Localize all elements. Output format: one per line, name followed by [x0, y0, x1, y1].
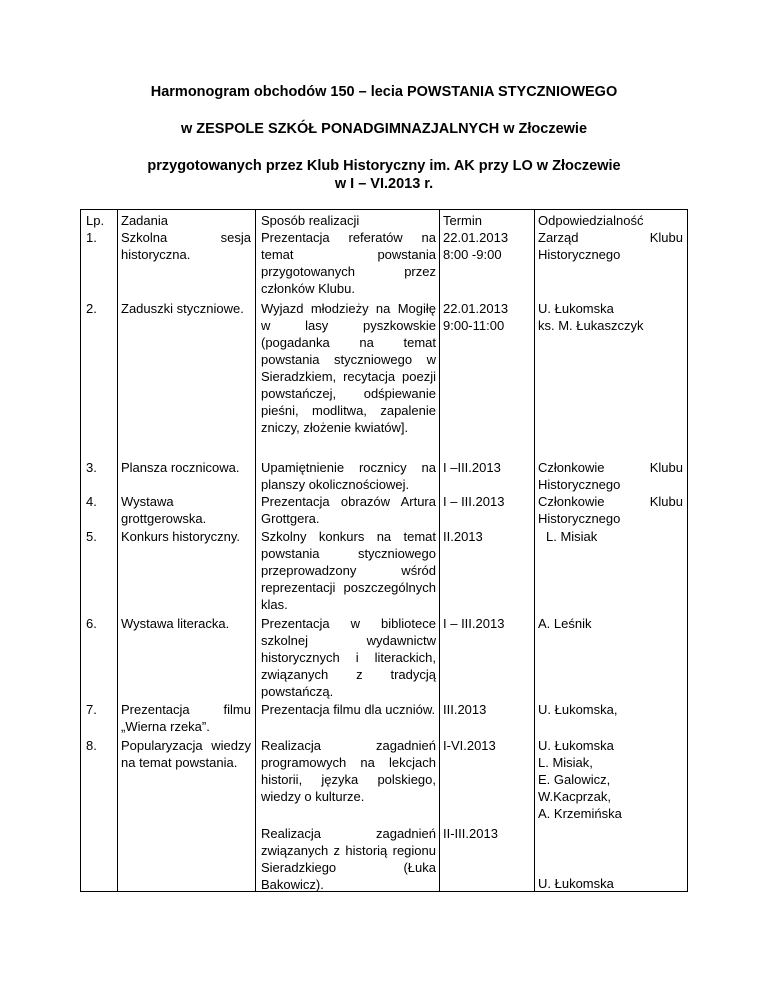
row-5-zadanie: Konkurs historyczny.	[121, 529, 240, 544]
row-1-lp: 1.	[86, 230, 97, 245]
row-5-odpowiedzialny: L. Misiak	[546, 529, 598, 544]
row-6-termin: I – III.2013	[443, 616, 505, 631]
row-4-lp: 4.	[86, 494, 97, 509]
header-termin: Termin	[443, 213, 483, 228]
row-1-odpowiedzialny: Zarząd Klubu Historycznego	[538, 230, 683, 262]
header-odpowiedzialnosc: Odpowiedzialność	[538, 213, 644, 228]
row-8-odpowiedzialny	[538, 737, 683, 822]
row-8-lp: 8.	[86, 738, 97, 753]
header-lp: Lp.	[86, 213, 105, 228]
row-3-sposob: Upamiętnienie rocznicy na planszy okolicznościowej.	[261, 460, 436, 492]
row-1-termin	[443, 229, 533, 263]
row-2-person-1: U. Łukomska	[538, 301, 614, 316]
document-title-line-4: w I – VI.2013 r.	[334, 176, 434, 192]
row-8-termin: I-VI.2013	[443, 738, 496, 753]
row-8-zadanie: Popularyzacja wiedzy na temat powstania.	[121, 738, 251, 770]
row-8-sposob: Realizacja zagadnień programowych na lekcjach historii, języka polskiego, wiedzy o kulturze.	[261, 738, 436, 804]
header-sposob: Sposób realizacji	[261, 213, 360, 228]
row-2-zadanie: Zaduszki styczniowe.	[121, 301, 244, 316]
row-6-zadanie: Wystawa literacka.	[121, 616, 230, 631]
row-3-termin: I –III.2013	[443, 460, 501, 475]
row-4-sposob: Prezentacja obrazów Artura Grottgera.	[261, 494, 436, 526]
row-8-person-3: E. Galowicz,	[538, 772, 611, 787]
row-9-termin: II-III.2013	[443, 826, 498, 841]
row-2-sposob: Wyjazd młodzieży na Mogiłę w lasy pyszkowskie (pogadanka na temat powstania styczniowego w Sieradzkiem, recytacja poezji powstańczej, odśpiewanie pieśni, modlitwa, zapalenie zniczy, złożenie kwiatów].	[261, 301, 436, 435]
column-divider	[534, 210, 535, 891]
row-4-zadanie: Wystawa grottgerowska.	[121, 494, 207, 526]
row-6-odpowiedzialny: A. Leśnik	[538, 616, 592, 631]
row-8-person-5: A. Krzemińska	[538, 806, 622, 821]
row-7-sposob: Prezentacja filmu dla uczniów.	[261, 702, 436, 717]
column-divider	[255, 210, 256, 891]
row-2-person-2: ks. M. Łukaszczyk	[538, 318, 644, 333]
header-zadania: Zadania	[121, 213, 168, 228]
row-7-lp: 7.	[86, 702, 97, 717]
row-2-lp: 2.	[86, 301, 97, 316]
row-7-odpowiedzialny: U. Łukomska,	[538, 702, 618, 717]
row-7-termin: III.2013	[443, 702, 487, 717]
row-7-zadanie: Prezentacja filmu „Wierna rzeka”.	[121, 702, 251, 734]
row-3-zadanie: Plansza rocznicowa.	[121, 460, 240, 475]
row-2-termin	[443, 300, 533, 334]
row-1-sposob: Prezentacja referatów na temat powstania przygotowanych przez członków Klubu.	[261, 230, 436, 296]
row-5-lp: 5.	[86, 529, 97, 544]
row-2-termin-time: 9:00-11:00	[443, 318, 505, 333]
column-divider	[117, 210, 118, 891]
row-2-termin-date: 22.01.2013	[443, 301, 509, 316]
row-9-sposob: Realizacja zagadnień związanych z historią regionu Sieradzkiego (Łuka Bakowicz).	[261, 826, 436, 892]
row-5-sposob: Szkolny konkurs na temat powstania styczniowego przeprowadzony wśród reprezentacji poszczególnych klas.	[261, 529, 436, 612]
row-1-termin-time: 8:00 -9:00	[443, 247, 502, 262]
row-3-lp: 3.	[86, 460, 97, 475]
row-1-termin-date: 22.01.2013	[443, 230, 509, 245]
row-1-zadanie: Szkolna sesja historyczna.	[121, 230, 251, 262]
row-8-person-1: U. Łukomska	[538, 738, 614, 753]
document-title-line-1: Harmonogram obchodów 150 – lecia POWSTANIA STYCZNIOWEGO	[150, 84, 618, 100]
document-title-line-3: przygotowanych przez Klub Historyczny im. AK przy LO w Złoczewie	[147, 158, 621, 174]
row-8-person-4: W.Kacprzak,	[538, 789, 611, 804]
row-6-lp: 6.	[86, 616, 97, 631]
row-4-odpowiedzialny: Członkowie Klubu Historycznego	[538, 494, 683, 526]
row-4-termin: I – III.2013	[443, 494, 505, 509]
row-9-odpowiedzialny: U. Łukomska	[538, 876, 614, 891]
schedule-table	[80, 209, 688, 892]
column-divider	[439, 210, 440, 891]
row-3-odpowiedzialny: Członkowie Klubu Historycznego	[538, 460, 683, 492]
row-2-odpowiedzialny	[538, 300, 683, 334]
document-title-line-2: w ZESPOLE SZKÓŁ PONADGIMNAZJALNYCH w Złoczewie	[180, 121, 588, 137]
row-6-sposob: Prezentacja w bibliotece szkolnej wydawnictw historycznych i literackich, związanych z tradycją powstańczą.	[261, 616, 436, 699]
row-8-person-2: L. Misiak,	[538, 755, 593, 770]
row-5-termin: II.2013	[443, 529, 483, 544]
